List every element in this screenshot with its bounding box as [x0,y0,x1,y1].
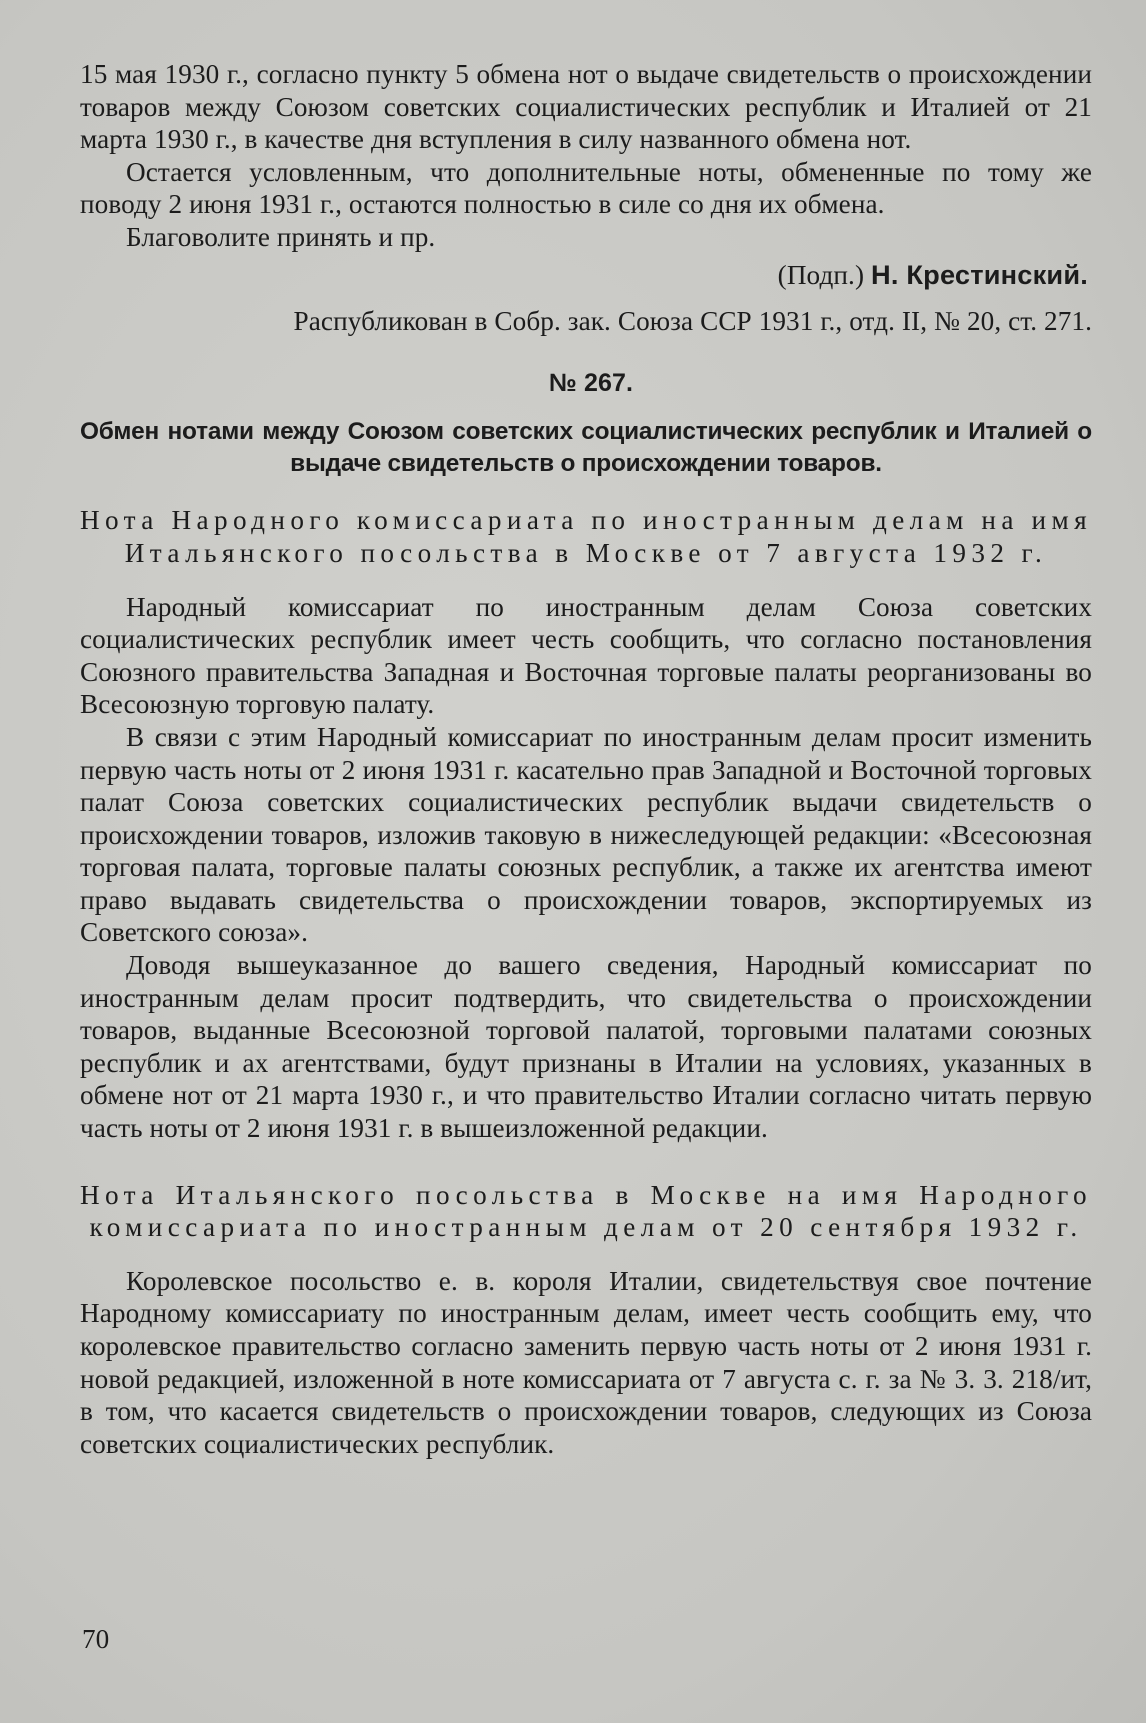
signature-line [80,259,1092,292]
document-title: Обмен нотами между Союзом советских социалистических республик и Италией о выдаче свидетельств о происхождении товаров. [80,418,1092,478]
additional-notes-paragraph: Остается условленным, что дополнительные ноты, обмененные по тому же поводу 2 июня 1931 г., остаются полностью в силе со дня их обмена. [80,156,1092,220]
note-1-heading: Нота Народного комиссариата по иностранным делам на имя Итальянского посольства в Москве от 7 августа 1932 г. [80,505,1092,568]
note-1-paragraph: Доводя вышеуказанное до вашего сведения, Народный комиссариат по иностранным делам просит подтвердить, что свидетельства о происхождении товаров, выданные Всесоюзной торговой палатой, торговыми палатами союзных республик и ах агентствами, будут признаны в Италии на условиях, указанных в обмене нот от 21 марта 1930 г., и что правительство Италии согласно читать первую часть ноты от 2 июня 1931 г. в вышеизложенной редакции. [80,950,1092,1144]
note-2-body [80,1265,1092,1461]
note-1-body [80,591,1092,1145]
publication-reference: Распубликован в Собр. зак. Союза ССР 1931 г., отд. II, № 20, ст. 271. [293,306,1092,337]
document-number: № 267. [548,368,634,397]
page-text [80,58,1092,1460]
signatory-name: Н. Крестинский. [871,258,1088,290]
note-1-paragraph: В связи с этим Народный комиссариат по иностранным делам просит изменить первую часть ноты от 2 июня 1931 г. касательно прав Западной и Восточной торговых палат Союза советских социалистических республик выдачи свидетельств о происхождении товаров, изложив таковую в нижеследующей редакции: «Всесоюзная торговая палата, торговые палаты союзных республик, а также их агентства имеют право выдавать свидетельства о происхождении товаров, экспортируемых из Советского союза». [80,721,1092,948]
signature-prefix: (Подп.) [777,259,865,290]
note-1-paragraph: Народный комиссариат по иностранным делам Союза советских социалистических республик имеет честь сообщить, что согласно постановления Союзного правительства Западная и Восточная торговые палаты реорганизованы во Всесоюзную торговую палату. [80,591,1092,720]
continuation-paragraph: 15 мая 1930 г., согласно пункту 5 обмена нот о выдаче свидетельств о происхождении товаров между Союзом советских социалистических республик и Италией от 21 марта 1930 г., в качестве дня вступления в силу названного обмена нот. [80,59,1092,155]
page-number: 70 [82,1624,110,1654]
closing-formula: Благоволите принять и пр. [126,221,436,252]
note-2-paragraph: Королевское посольство е. в. короля Италии, свидетельствуя свое почтение Народному комиссариату по иностранным делам, имеет честь сообщить ему, что королевское правительство согласно заменить первую часть ноты от 2 июня 1931 г. новой редакцией, изложенной в ноте комиссариата от 7 августа с. г. за № 3. 3. 218/ит, в том, что касается свидетельств о происхождении товаров, следующих из Союза советских социалистических республик. [80,1265,1092,1459]
note-2-heading: Нота Итальянского посольства в Москве на имя Народного комиссариата по иностранным делам от 20 сентября 1932 г. [80,1179,1092,1243]
